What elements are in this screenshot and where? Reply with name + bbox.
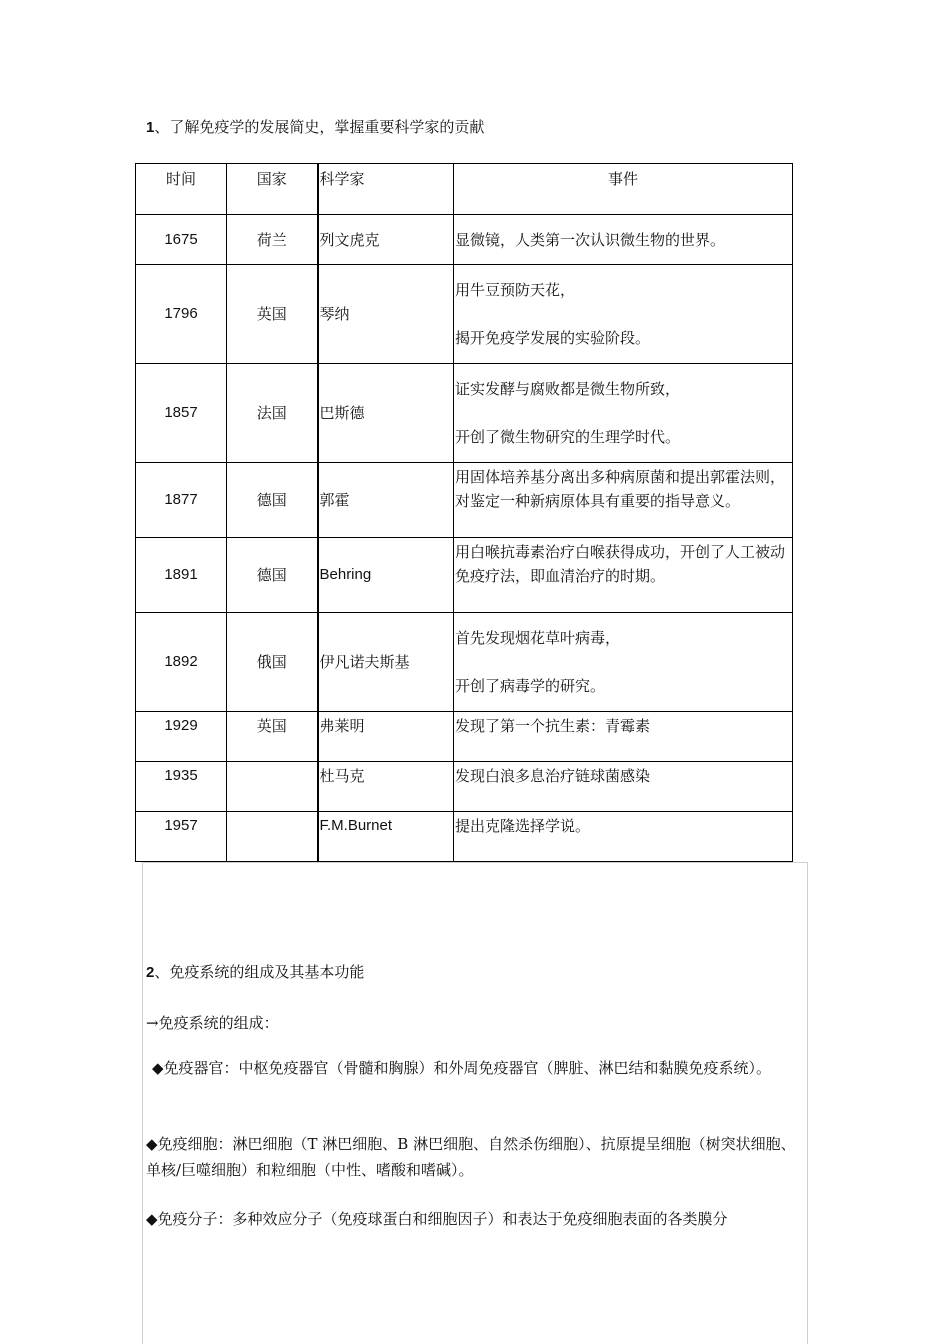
- event-line: 用牛豆预防天花，: [455, 281, 576, 299]
- row-year: 1796: [136, 265, 227, 364]
- row-country: 英国: [227, 712, 318, 762]
- event-line: 显微镜，人类第一次认识微生物的世界。: [455, 230, 726, 249]
- row-scientist: 伊凡诺夫斯基: [318, 613, 454, 712]
- event-line: 首先发现烟花草叶病毒，: [455, 629, 621, 647]
- history-table: [135, 163, 793, 862]
- row-event: [454, 265, 793, 364]
- row-scientist: 琴纳: [318, 265, 454, 364]
- table-row: [136, 762, 793, 812]
- row-country: 德国: [227, 538, 318, 613]
- row-event: [454, 812, 793, 862]
- row-event: [454, 538, 793, 613]
- row-year: 1675: [136, 215, 227, 265]
- row-event: [454, 613, 793, 712]
- event-line: 提出克隆选择学说。: [455, 817, 591, 835]
- section-1-heading: [146, 116, 484, 137]
- row-year: 1891: [136, 538, 227, 613]
- row-event: [454, 215, 793, 265]
- table-row: [136, 712, 793, 762]
- row-country: [227, 812, 318, 862]
- immune-organs-paragraph: ◆免疫器官：中枢免疫器官（骨髓和胸腺）和外周免疫器官（脾脏、淋巴结和黏膜免疫系统）。: [152, 1059, 772, 1077]
- table-row: [136, 364, 793, 463]
- event-line: 揭开免疫学发展的实验阶段。: [455, 329, 651, 347]
- row-country: 法国: [227, 364, 318, 463]
- event-line: 用固体培养基分离出多种病原菌和提出郭霍法则，对鉴定一种新病原体具有重要的指导意义。: [455, 468, 786, 510]
- row-year: 1929: [136, 712, 227, 762]
- table-row: [136, 463, 793, 538]
- header-year: 时间: [136, 164, 227, 215]
- event-line: 开创了病毒学的研究。: [455, 677, 606, 695]
- row-scientist: 巴斯德: [318, 364, 454, 463]
- row-country: [227, 762, 318, 812]
- row-year: 1935: [136, 762, 227, 812]
- section-1-title: 、了解免疫学的发展简史，掌握重要科学家的贡献: [154, 118, 485, 136]
- row-country: 英国: [227, 265, 318, 364]
- immune-molecules-paragraph: ◆免疫分子：多种效应分子（免疫球蛋白和细胞因子）和表达于免疫细胞表面的各类膜分: [146, 1210, 728, 1228]
- row-country: 俄国: [227, 613, 318, 712]
- immune-cells-paragraph: ◆免疫细胞：淋巴细胞（T 淋巴细胞、B 淋巴细胞、自然杀伤细胞）、抗原提呈细胞（树突状细胞、单核/巨噬细胞）和粒细胞（中性、嗜酸和嗜碱）。: [146, 1135, 796, 1179]
- row-year: 1877: [136, 463, 227, 538]
- row-scientist: Behring: [318, 538, 454, 613]
- header-country: 国家: [227, 164, 318, 215]
- section-2-title: 、免疫系统的组成及其基本功能: [154, 963, 365, 981]
- section-2-heading: [146, 961, 364, 982]
- event-line: 证实发酵与腐败都是微生物所致，: [455, 380, 681, 398]
- event-line: 开创了微生物研究的生理学时代。: [455, 428, 681, 446]
- table-header-row: [136, 164, 793, 215]
- row-country: 德国: [227, 463, 318, 538]
- row-event: [454, 762, 793, 812]
- row-scientist: F.M.Burnet: [318, 812, 454, 862]
- table-row: [136, 215, 793, 265]
- table-row: [136, 265, 793, 364]
- row-country: 荷兰: [227, 215, 318, 265]
- table-row: [136, 613, 793, 712]
- composition-title: →免疫系统的组成：: [146, 1014, 279, 1032]
- event-line: 用白喉抗毒素治疗白喉获得成功，开创了人工被动免疫疗法，即血清治疗的时期。: [455, 543, 786, 585]
- row-year: 1892: [136, 613, 227, 712]
- row-event: [454, 712, 793, 762]
- row-year: 1857: [136, 364, 227, 463]
- header-scientist: 科学家: [318, 164, 454, 215]
- table-row: [136, 538, 793, 613]
- row-scientist: 郭霍: [318, 463, 454, 538]
- header-event: 事件: [454, 164, 793, 215]
- row-scientist: 杜马克: [318, 762, 454, 812]
- event-line: 发现白浪多息治疗链球菌感染: [455, 767, 651, 785]
- event-line: 发现了第一个抗生素：青霉素: [455, 717, 651, 735]
- row-event: [454, 463, 793, 538]
- row-event: [454, 364, 793, 463]
- table-row: [136, 812, 793, 862]
- content-frame: [142, 862, 808, 1344]
- section-1-number: 1: [146, 119, 155, 136]
- row-scientist: 弗莱明: [318, 712, 454, 762]
- row-scientist: 列文虎克: [318, 215, 454, 265]
- row-year: 1957: [136, 812, 227, 862]
- section-2-number: 2: [146, 964, 155, 981]
